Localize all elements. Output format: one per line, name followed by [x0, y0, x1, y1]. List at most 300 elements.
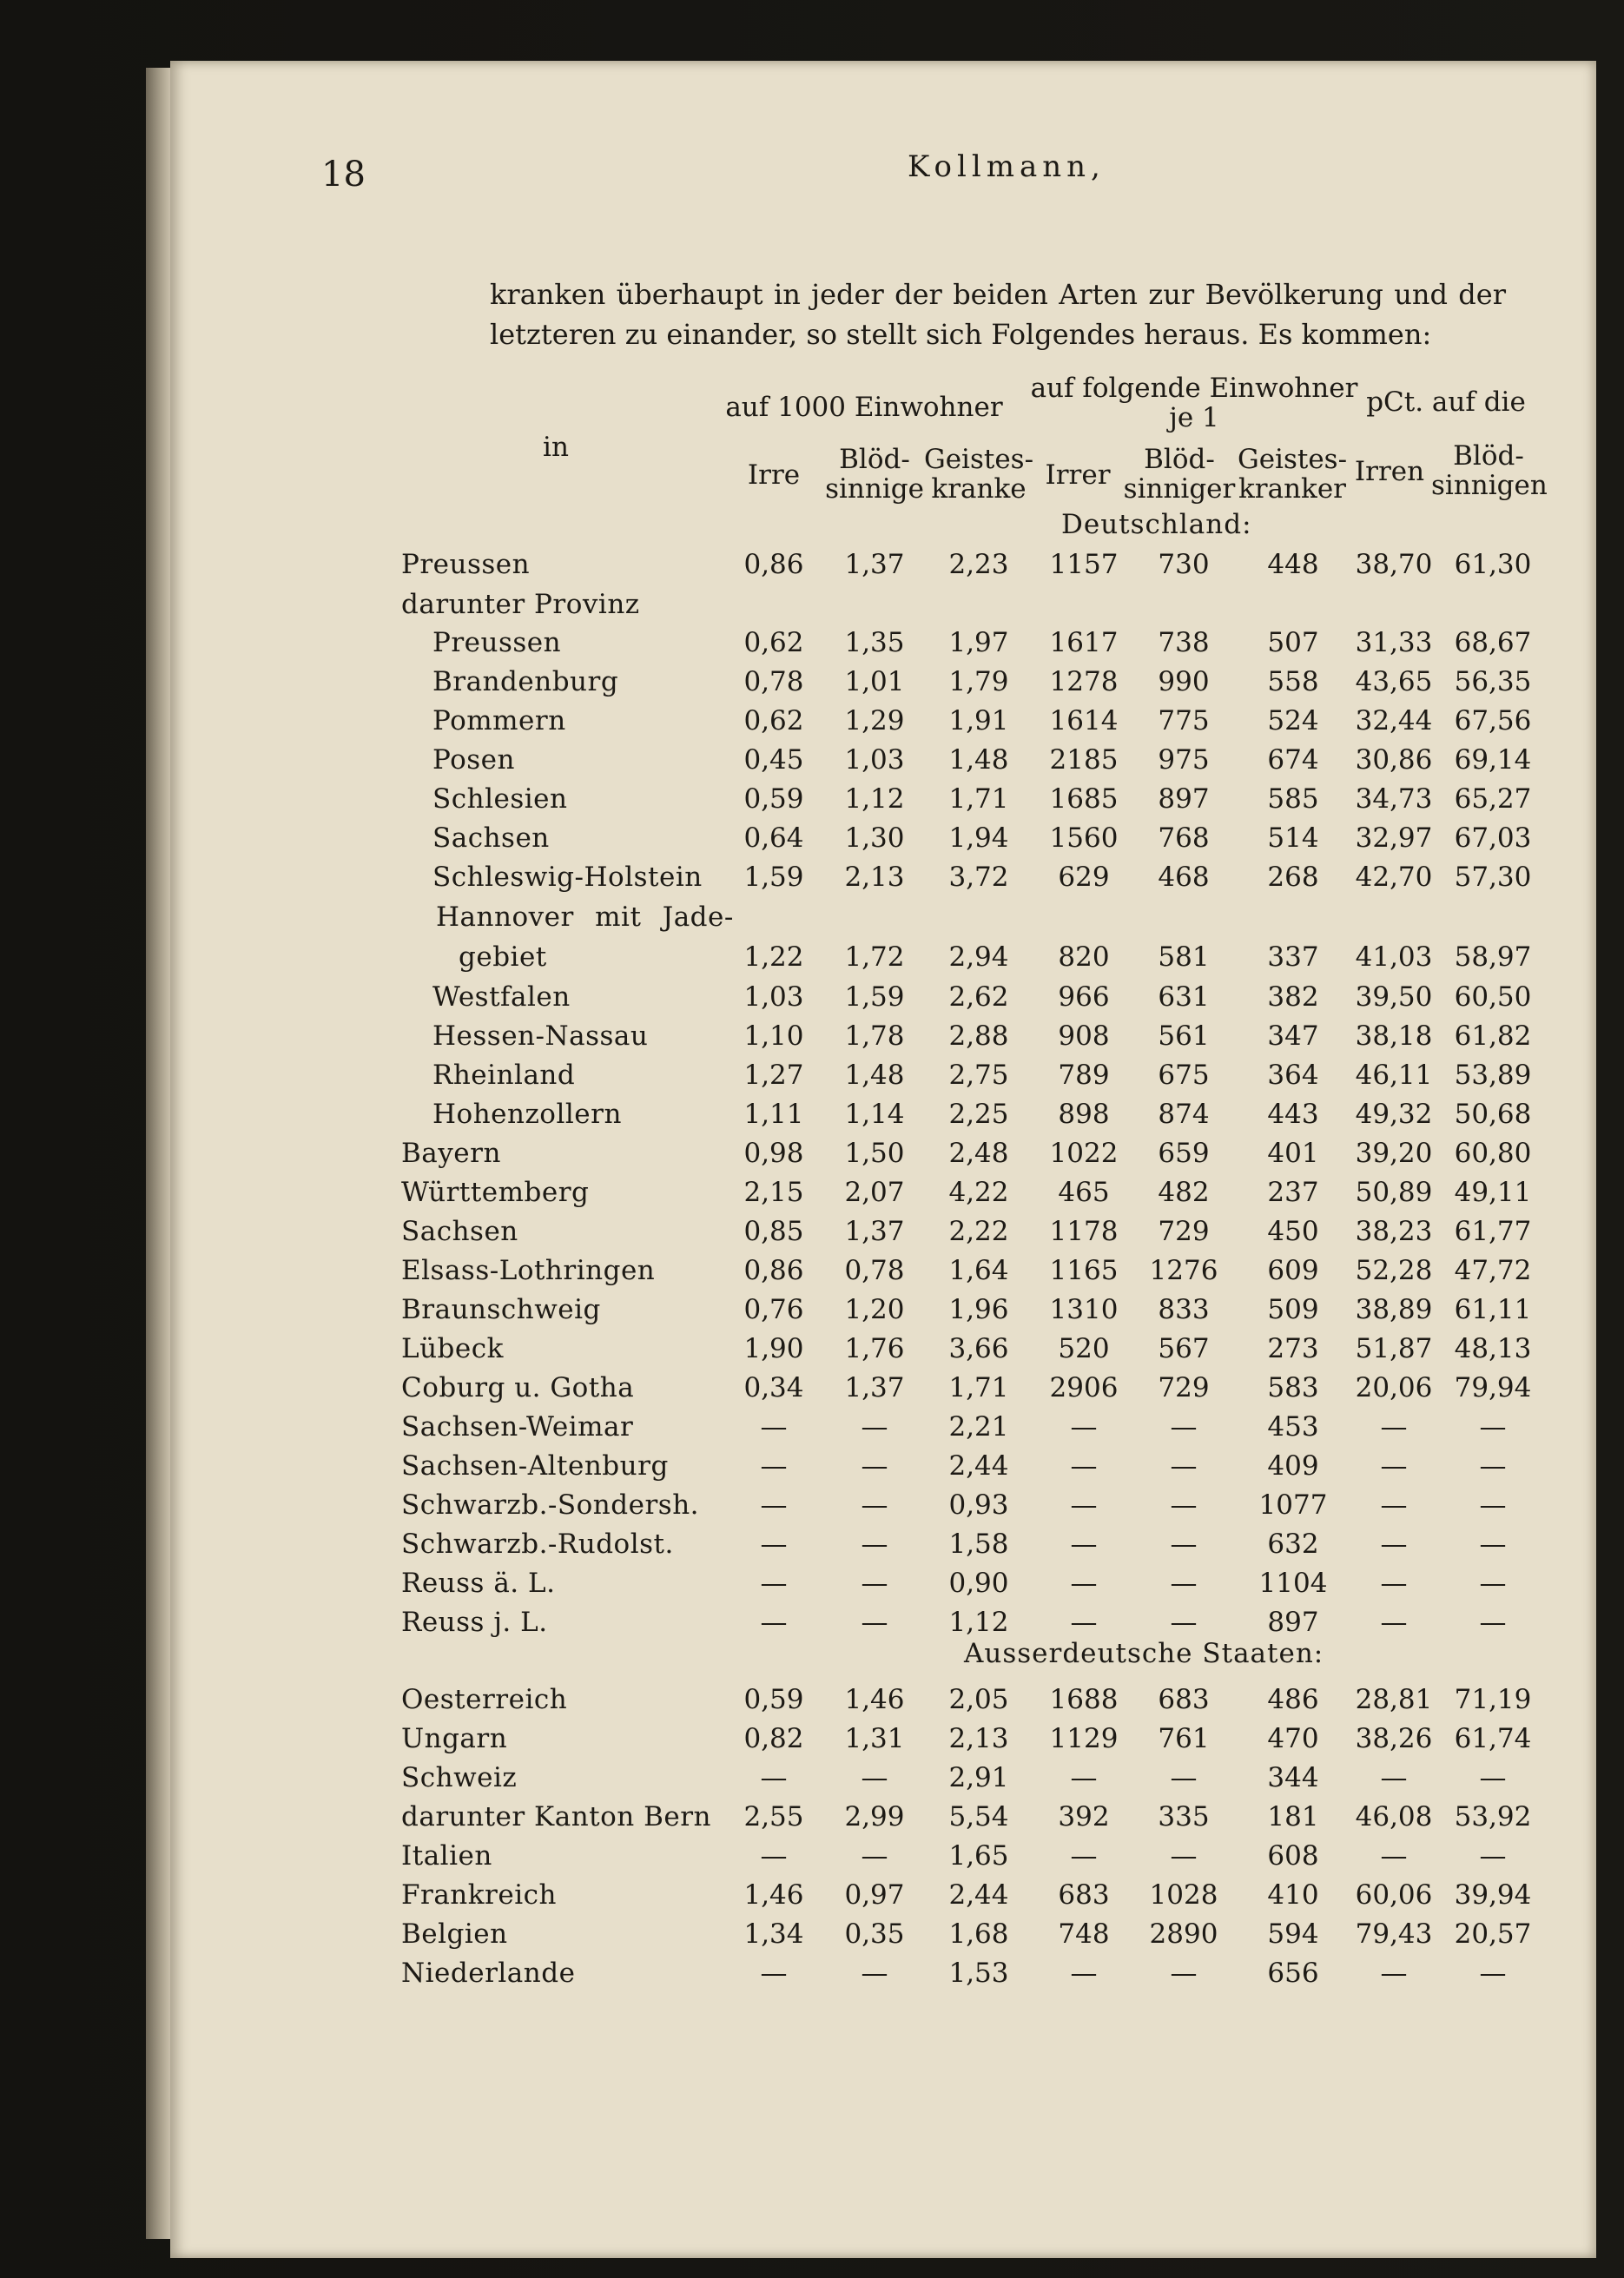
cell-col-3: 1,94: [948, 822, 1009, 854]
cell-col-3: 2,44: [948, 1879, 1009, 1911]
table-row: [0, 819, 1624, 857]
table-row: [0, 1641, 1624, 1680]
cell-col-5: —: [1170, 1958, 1198, 1989]
cell-col-8: 47,72: [1454, 1255, 1532, 1286]
table-row: [0, 663, 1624, 701]
row-label: Reuss ä. L.: [401, 1568, 556, 1599]
table-row: [0, 780, 1624, 818]
cell-col-8: —: [1479, 1529, 1507, 1560]
cell-col-3: 2,88: [948, 1020, 1009, 1052]
cell-col-5: 761: [1158, 1723, 1210, 1754]
cell-col-3: 1,91: [948, 705, 1009, 736]
cell-col-2: 2,07: [844, 1177, 905, 1208]
cell-col-8: —: [1479, 1607, 1507, 1638]
cell-col-6: 1077: [1258, 1489, 1328, 1521]
header-bloedsinniger: [1120, 445, 1238, 504]
cell-col-7: 32,44: [1355, 705, 1433, 736]
row-label: Schweiz: [401, 1762, 518, 1793]
cell-col-6: 583: [1267, 1372, 1319, 1403]
row-label: Posen: [432, 744, 515, 776]
cell-col-7: 42,70: [1355, 862, 1433, 893]
row-label: Hohenzollern: [432, 1099, 622, 1130]
row-label: Preussen: [401, 549, 531, 580]
header-group-per-inhabitant-line2: je 1: [1169, 402, 1219, 433]
cell-col-3: 2,44: [948, 1450, 1009, 1482]
cell-col-8: 58,97: [1454, 941, 1532, 973]
cell-col-4: 1129: [1049, 1723, 1119, 1754]
cell-col-6: 237: [1267, 1177, 1319, 1208]
cell-col-8: 67,56: [1454, 705, 1532, 736]
row-label: Brandenburg: [432, 666, 619, 697]
table-row: [0, 1680, 1624, 1719]
cell-col-2: 0,97: [844, 1879, 905, 1911]
header-bloedsinniger-line2: sinniger: [1123, 473, 1236, 505]
table-row: [0, 1369, 1624, 1407]
table-row: [0, 1720, 1624, 1758]
cell-col-1: 0,59: [743, 783, 804, 815]
cell-col-4: —: [1070, 1840, 1098, 1872]
row-label: Belgien: [401, 1918, 508, 1950]
cell-col-1: 0,59: [743, 1684, 804, 1715]
cell-col-3: 4,22: [948, 1177, 1009, 1208]
cell-col-1: 2,15: [743, 1177, 804, 1208]
cell-col-6: 594: [1267, 1918, 1319, 1950]
cell-col-5: 738: [1158, 627, 1210, 658]
cell-col-6: 558: [1267, 666, 1319, 697]
table-row: [0, 1017, 1624, 1055]
cell-col-2: 1,46: [844, 1684, 905, 1715]
cell-col-6: 347: [1267, 1020, 1319, 1052]
cell-col-8: 71,19: [1454, 1684, 1532, 1715]
cell-col-7: —: [1380, 1762, 1408, 1793]
header-geisteskranke-line1: Geistes-: [923, 444, 1034, 475]
cell-col-3: 1,64: [948, 1255, 1009, 1286]
cell-col-4: 392: [1058, 1801, 1110, 1832]
table-row: [0, 702, 1624, 740]
cell-col-5: 897: [1158, 783, 1210, 815]
cell-col-3: 1,79: [948, 666, 1009, 697]
cell-col-6: 450: [1267, 1216, 1319, 1247]
table-row: [0, 741, 1624, 779]
cell-col-2: 0,35: [844, 1918, 905, 1950]
cell-col-3: 2,48: [948, 1138, 1009, 1169]
cell-col-1: 0,98: [743, 1138, 804, 1169]
cell-col-1: 1,46: [743, 1879, 804, 1911]
cell-col-4: 1278: [1049, 666, 1119, 697]
cell-col-5: 659: [1158, 1138, 1210, 1169]
cell-col-4: 1022: [1049, 1138, 1119, 1169]
cell-col-2: —: [861, 1411, 888, 1443]
row-label: Schleswig-Holstein: [432, 862, 703, 893]
cell-col-1: 0,82: [743, 1723, 804, 1754]
cell-col-2: —: [861, 1529, 888, 1560]
table-row: [0, 938, 1624, 976]
cell-col-4: 465: [1058, 1177, 1110, 1208]
table-row: [0, 1603, 1624, 1641]
header-bloedsinniger-line1: Blöd-: [1144, 444, 1215, 475]
cell-col-1: 0,62: [743, 705, 804, 736]
cell-col-8: 60,80: [1454, 1138, 1532, 1169]
cell-col-3: 1,65: [948, 1840, 1009, 1872]
cell-col-4: 2185: [1049, 744, 1119, 776]
cell-col-8: 60,50: [1454, 981, 1532, 1013]
row-label: Sachsen: [432, 822, 550, 854]
cell-col-6: 337: [1267, 941, 1319, 973]
row-label: Preussen: [432, 627, 562, 658]
header-geisteskranker-line1: Geistes-: [1237, 444, 1348, 475]
cell-col-8: 61,77: [1454, 1216, 1532, 1247]
header-irren: Irren: [1354, 456, 1425, 487]
cell-col-8: —: [1479, 1840, 1507, 1872]
cell-col-4: 748: [1058, 1918, 1110, 1950]
cell-col-6: 453: [1267, 1411, 1319, 1443]
cell-col-6: 509: [1267, 1294, 1319, 1325]
table-row: [0, 1759, 1624, 1797]
row-label: Oesterreich: [401, 1684, 568, 1715]
cell-col-2: —: [861, 1607, 888, 1638]
cell-col-4: 2906: [1049, 1372, 1119, 1403]
cell-col-8: 39,94: [1454, 1879, 1532, 1911]
cell-col-6: 524: [1267, 705, 1319, 736]
cell-col-8: 61,82: [1454, 1020, 1532, 1052]
header-bloedsinnigen-line1: Blöd-: [1453, 440, 1524, 472]
cell-col-5: 833: [1158, 1294, 1210, 1325]
cell-col-1: 1,90: [743, 1333, 804, 1364]
cell-col-5: —: [1170, 1489, 1198, 1521]
cell-col-7: 41,03: [1355, 941, 1433, 973]
cell-col-7: 39,20: [1355, 1138, 1433, 1169]
table-row: [0, 978, 1624, 1016]
cell-col-2: 1,20: [844, 1294, 905, 1325]
cell-col-1: 2,55: [743, 1801, 804, 1832]
cell-col-1: 1,03: [743, 981, 804, 1013]
cell-col-7: 34,73: [1355, 783, 1433, 815]
cell-col-1: 1,11: [743, 1099, 804, 1130]
cell-col-6: 585: [1267, 783, 1319, 815]
cell-col-1: 0,76: [743, 1294, 804, 1325]
cell-col-4: 1688: [1049, 1684, 1119, 1715]
cell-col-7: —: [1380, 1489, 1408, 1521]
cell-col-1: —: [760, 1411, 788, 1443]
cell-col-6: 401: [1267, 1138, 1319, 1169]
cell-col-3: 2,22: [948, 1216, 1009, 1247]
cell-col-4: —: [1070, 1450, 1098, 1482]
cell-col-4: 898: [1058, 1099, 1110, 1130]
cell-col-2: —: [861, 1568, 888, 1599]
cell-col-8: 56,35: [1454, 666, 1532, 697]
cell-col-8: 57,30: [1454, 862, 1532, 893]
cell-col-5: 2890: [1149, 1918, 1218, 1950]
cell-col-5: 975: [1158, 744, 1210, 776]
cell-col-8: —: [1479, 1958, 1507, 1989]
header-irre: Irre: [747, 459, 801, 491]
cell-col-2: 1,30: [844, 822, 905, 854]
cell-col-8: 53,89: [1454, 1060, 1532, 1091]
cell-col-2: 1,37: [844, 1372, 905, 1403]
cell-col-8: 69,14: [1454, 744, 1532, 776]
cell-col-8: —: [1479, 1489, 1507, 1521]
cell-col-5: —: [1170, 1568, 1198, 1599]
cell-col-4: 820: [1058, 941, 1110, 973]
cell-col-5: 567: [1158, 1333, 1210, 1364]
cell-col-7: 38,70: [1355, 549, 1433, 580]
intro-paragraph: [490, 274, 1506, 354]
header-irrer: Irrer: [1045, 459, 1111, 491]
cell-col-2: 1,01: [844, 666, 905, 697]
table-row: [0, 1212, 1624, 1251]
cell-col-1: 0,34: [743, 1372, 804, 1403]
row-label: Lübeck: [401, 1333, 504, 1364]
cell-col-1: —: [760, 1529, 788, 1560]
cell-col-4: 629: [1058, 862, 1110, 893]
table-row: [0, 545, 1624, 584]
cell-col-1: 0,64: [743, 822, 804, 854]
cell-col-6: 443: [1267, 1099, 1319, 1130]
cell-col-8: 79,94: [1454, 1372, 1532, 1403]
intro-line-2: letzteren zu einander, so stellt sich Folgendes heraus. Es kommen:: [490, 318, 1432, 351]
cell-col-4: —: [1070, 1607, 1098, 1638]
cell-col-2: 1,35: [844, 627, 905, 658]
cell-col-5: —: [1170, 1411, 1198, 1443]
cell-col-5: 775: [1158, 705, 1210, 736]
row-label: Schlesien: [432, 783, 568, 815]
cell-col-6: 674: [1267, 744, 1319, 776]
cell-col-7: 28,81: [1355, 1684, 1433, 1715]
cell-col-1: 1,34: [743, 1918, 804, 1950]
table-row: [0, 858, 1624, 896]
row-label: Coburg u. Gotha: [401, 1372, 635, 1403]
running-head: Kollmann,: [908, 149, 1106, 184]
cell-col-6: 609: [1267, 1255, 1319, 1286]
table-row: [0, 1251, 1624, 1290]
header-group-per-inhabitant-line1: auf folgende Einwohner: [1030, 373, 1358, 404]
cell-col-7: 38,23: [1355, 1216, 1433, 1247]
cell-col-1: —: [760, 1450, 788, 1482]
cell-col-3: 1,53: [948, 1958, 1009, 1989]
cell-col-4: 789: [1058, 1060, 1110, 1091]
cell-col-4: 1157: [1049, 549, 1119, 580]
table-row: [0, 1525, 1624, 1563]
cell-col-7: —: [1380, 1450, 1408, 1482]
cell-col-7: 38,89: [1355, 1294, 1433, 1325]
row-label: Rheinland: [432, 1060, 576, 1091]
cell-col-4: 683: [1058, 1879, 1110, 1911]
header-in: in: [543, 432, 569, 463]
header-geisteskranker: [1231, 445, 1353, 504]
cell-col-1: 1,10: [743, 1020, 804, 1052]
table-row: [0, 1798, 1624, 1836]
cell-col-5: 729: [1158, 1372, 1210, 1403]
cell-col-3: 0,93: [948, 1489, 1009, 1521]
cell-col-8: 50,68: [1454, 1099, 1532, 1130]
cell-col-1: —: [760, 1958, 788, 1989]
cell-col-4: —: [1070, 1529, 1098, 1560]
cell-col-3: 1,68: [948, 1918, 1009, 1950]
cell-col-4: 1560: [1049, 822, 1119, 854]
cell-col-3: 2,23: [948, 549, 1009, 580]
table-row: [0, 1876, 1624, 1914]
cell-col-5: 335: [1158, 1801, 1210, 1832]
cell-col-3: 2,21: [948, 1411, 1009, 1443]
row-label: darunter Provinz: [401, 589, 640, 620]
cell-col-2: —: [861, 1958, 888, 1989]
cell-col-4: 520: [1058, 1333, 1110, 1364]
cell-col-7: 50,89: [1355, 1177, 1433, 1208]
header-geisteskranke: [922, 445, 1035, 504]
cell-col-8: —: [1479, 1568, 1507, 1599]
cell-col-7: 79,43: [1355, 1918, 1433, 1950]
cell-col-4: —: [1070, 1568, 1098, 1599]
table-row: [0, 624, 1624, 662]
header-bloedsinnige-line2: sinnige: [825, 473, 924, 505]
cell-col-4: 1614: [1049, 705, 1119, 736]
cell-col-7: 49,32: [1355, 1099, 1433, 1130]
cell-col-5: 683: [1158, 1684, 1210, 1715]
cell-col-2: 1,37: [844, 1216, 905, 1247]
cell-col-3: 3,72: [948, 862, 1009, 893]
header-bloedsinnige-line1: Blöd-: [839, 444, 910, 475]
cell-col-1: 0,86: [743, 1255, 804, 1286]
cell-col-5: 675: [1158, 1060, 1210, 1091]
table-row: [0, 1915, 1624, 1953]
cell-col-3: 2,94: [948, 941, 1009, 973]
table-row: [0, 898, 1624, 936]
cell-col-2: 1,48: [844, 1060, 905, 1091]
cell-col-6: 507: [1267, 627, 1319, 658]
cell-col-8: 49,11: [1454, 1177, 1532, 1208]
table-row: [0, 1134, 1624, 1172]
cell-col-6: 514: [1267, 822, 1319, 854]
row-label: darunter Kanton Bern: [401, 1801, 712, 1832]
cell-col-4: —: [1070, 1762, 1098, 1793]
cell-col-5: 874: [1158, 1099, 1210, 1130]
cell-col-6: 409: [1267, 1450, 1319, 1482]
cell-col-3: 5,54: [948, 1801, 1009, 1832]
cell-col-3: 1,71: [948, 783, 1009, 815]
table-row: [0, 1173, 1624, 1212]
cell-col-4: —: [1070, 1411, 1098, 1443]
intro-line-1: kranken überhaupt in jeder der beiden Arten zur Bevölkerung und der: [490, 278, 1506, 311]
cell-col-1: 0,62: [743, 627, 804, 658]
table-row: [0, 1954, 1624, 1992]
cell-col-8: 68,67: [1454, 627, 1532, 658]
cell-col-7: —: [1380, 1958, 1408, 1989]
table-row: [0, 1056, 1624, 1094]
cell-col-2: 2,13: [844, 862, 905, 893]
cell-col-5: 1028: [1149, 1879, 1218, 1911]
cell-col-7: 60,06: [1355, 1879, 1433, 1911]
row-label: Sachsen-Altenburg: [401, 1450, 669, 1482]
table-row: [0, 1291, 1624, 1329]
cell-col-6: 268: [1267, 862, 1319, 893]
cell-col-3: 2,13: [948, 1723, 1009, 1754]
cell-col-7: 30,86: [1355, 744, 1433, 776]
cell-col-7: 31,33: [1355, 627, 1433, 658]
cell-col-5: —: [1170, 1840, 1198, 1872]
cell-col-2: —: [861, 1450, 888, 1482]
cell-col-8: 67,03: [1454, 822, 1532, 854]
row-label: Sachsen-Weimar: [401, 1411, 634, 1443]
cell-col-4: 1178: [1049, 1216, 1119, 1247]
cell-col-3: 2,75: [948, 1060, 1009, 1091]
cell-col-2: —: [861, 1489, 888, 1521]
cell-col-2: 2,99: [844, 1801, 905, 1832]
cell-col-2: 1,29: [844, 705, 905, 736]
table-row: [0, 1564, 1624, 1602]
cell-col-6: 448: [1267, 549, 1319, 580]
cell-col-7: —: [1380, 1840, 1408, 1872]
table-row: [0, 1330, 1624, 1368]
cell-col-7: 52,28: [1355, 1255, 1433, 1286]
cell-col-1: 0,85: [743, 1216, 804, 1247]
row-label: Schwarzb.-Rudolst.: [401, 1529, 674, 1560]
table-row: [0, 1837, 1624, 1875]
cell-col-2: 1,72: [844, 941, 905, 973]
cell-col-2: 1,78: [844, 1020, 905, 1052]
cell-col-2: 1,14: [844, 1099, 905, 1130]
row-label: Sachsen: [401, 1216, 518, 1247]
cell-col-6: 1104: [1258, 1568, 1328, 1599]
table-row: [0, 1486, 1624, 1524]
cell-col-3: 0,90: [948, 1568, 1009, 1599]
cell-col-8: 48,13: [1454, 1333, 1532, 1364]
row-label: Pommern: [432, 705, 566, 736]
row-label: Westfalen: [432, 981, 571, 1013]
cell-col-7: 32,97: [1355, 822, 1433, 854]
cell-col-7: 46,11: [1355, 1060, 1433, 1091]
cell-col-1: 0,45: [743, 744, 804, 776]
row-label: Hannover mit Jade-: [436, 901, 734, 933]
cell-col-5: —: [1170, 1529, 1198, 1560]
cell-col-7: —: [1380, 1607, 1408, 1638]
cell-col-8: 61,74: [1454, 1723, 1532, 1754]
cell-col-5: 631: [1158, 981, 1210, 1013]
cell-col-6: 897: [1267, 1607, 1319, 1638]
cell-col-5: 561: [1158, 1020, 1210, 1052]
cell-col-3: 2,62: [948, 981, 1009, 1013]
cell-col-7: 20,06: [1355, 1372, 1433, 1403]
cell-col-5: 482: [1158, 1177, 1210, 1208]
section-deutschland: Deutschland:: [1061, 509, 1252, 540]
cell-col-5: —: [1170, 1450, 1198, 1482]
row-label: Niederlande: [401, 1958, 576, 1989]
cell-col-7: —: [1380, 1568, 1408, 1599]
cell-col-8: —: [1479, 1762, 1507, 1793]
cell-col-3: 2,05: [948, 1684, 1009, 1715]
table-row: [0, 1095, 1624, 1133]
cell-col-8: 65,27: [1454, 783, 1532, 815]
header-geisteskranker-line2: kranker: [1238, 473, 1346, 505]
cell-col-3: 2,91: [948, 1762, 1009, 1793]
page-number: 18: [321, 155, 366, 195]
cell-col-3: 3,66: [948, 1333, 1009, 1364]
cell-col-6: 364: [1267, 1060, 1319, 1091]
cell-col-2: 1,76: [844, 1333, 905, 1364]
cell-col-3: 1,12: [948, 1607, 1009, 1638]
cell-col-2: 1,31: [844, 1723, 905, 1754]
row-label: Hessen-Nassau: [432, 1020, 649, 1052]
cell-col-5: —: [1170, 1607, 1198, 1638]
cell-col-1: 0,78: [743, 666, 804, 697]
cell-col-4: 1165: [1049, 1255, 1119, 1286]
cell-col-1: 1,22: [743, 941, 804, 973]
cell-col-7: —: [1380, 1529, 1408, 1560]
cell-col-1: —: [760, 1607, 788, 1638]
cell-col-4: —: [1070, 1958, 1098, 1989]
cell-col-1: 0,86: [743, 549, 804, 580]
cell-col-2: —: [861, 1840, 888, 1872]
header-bloedsinnigen: [1431, 441, 1546, 500]
